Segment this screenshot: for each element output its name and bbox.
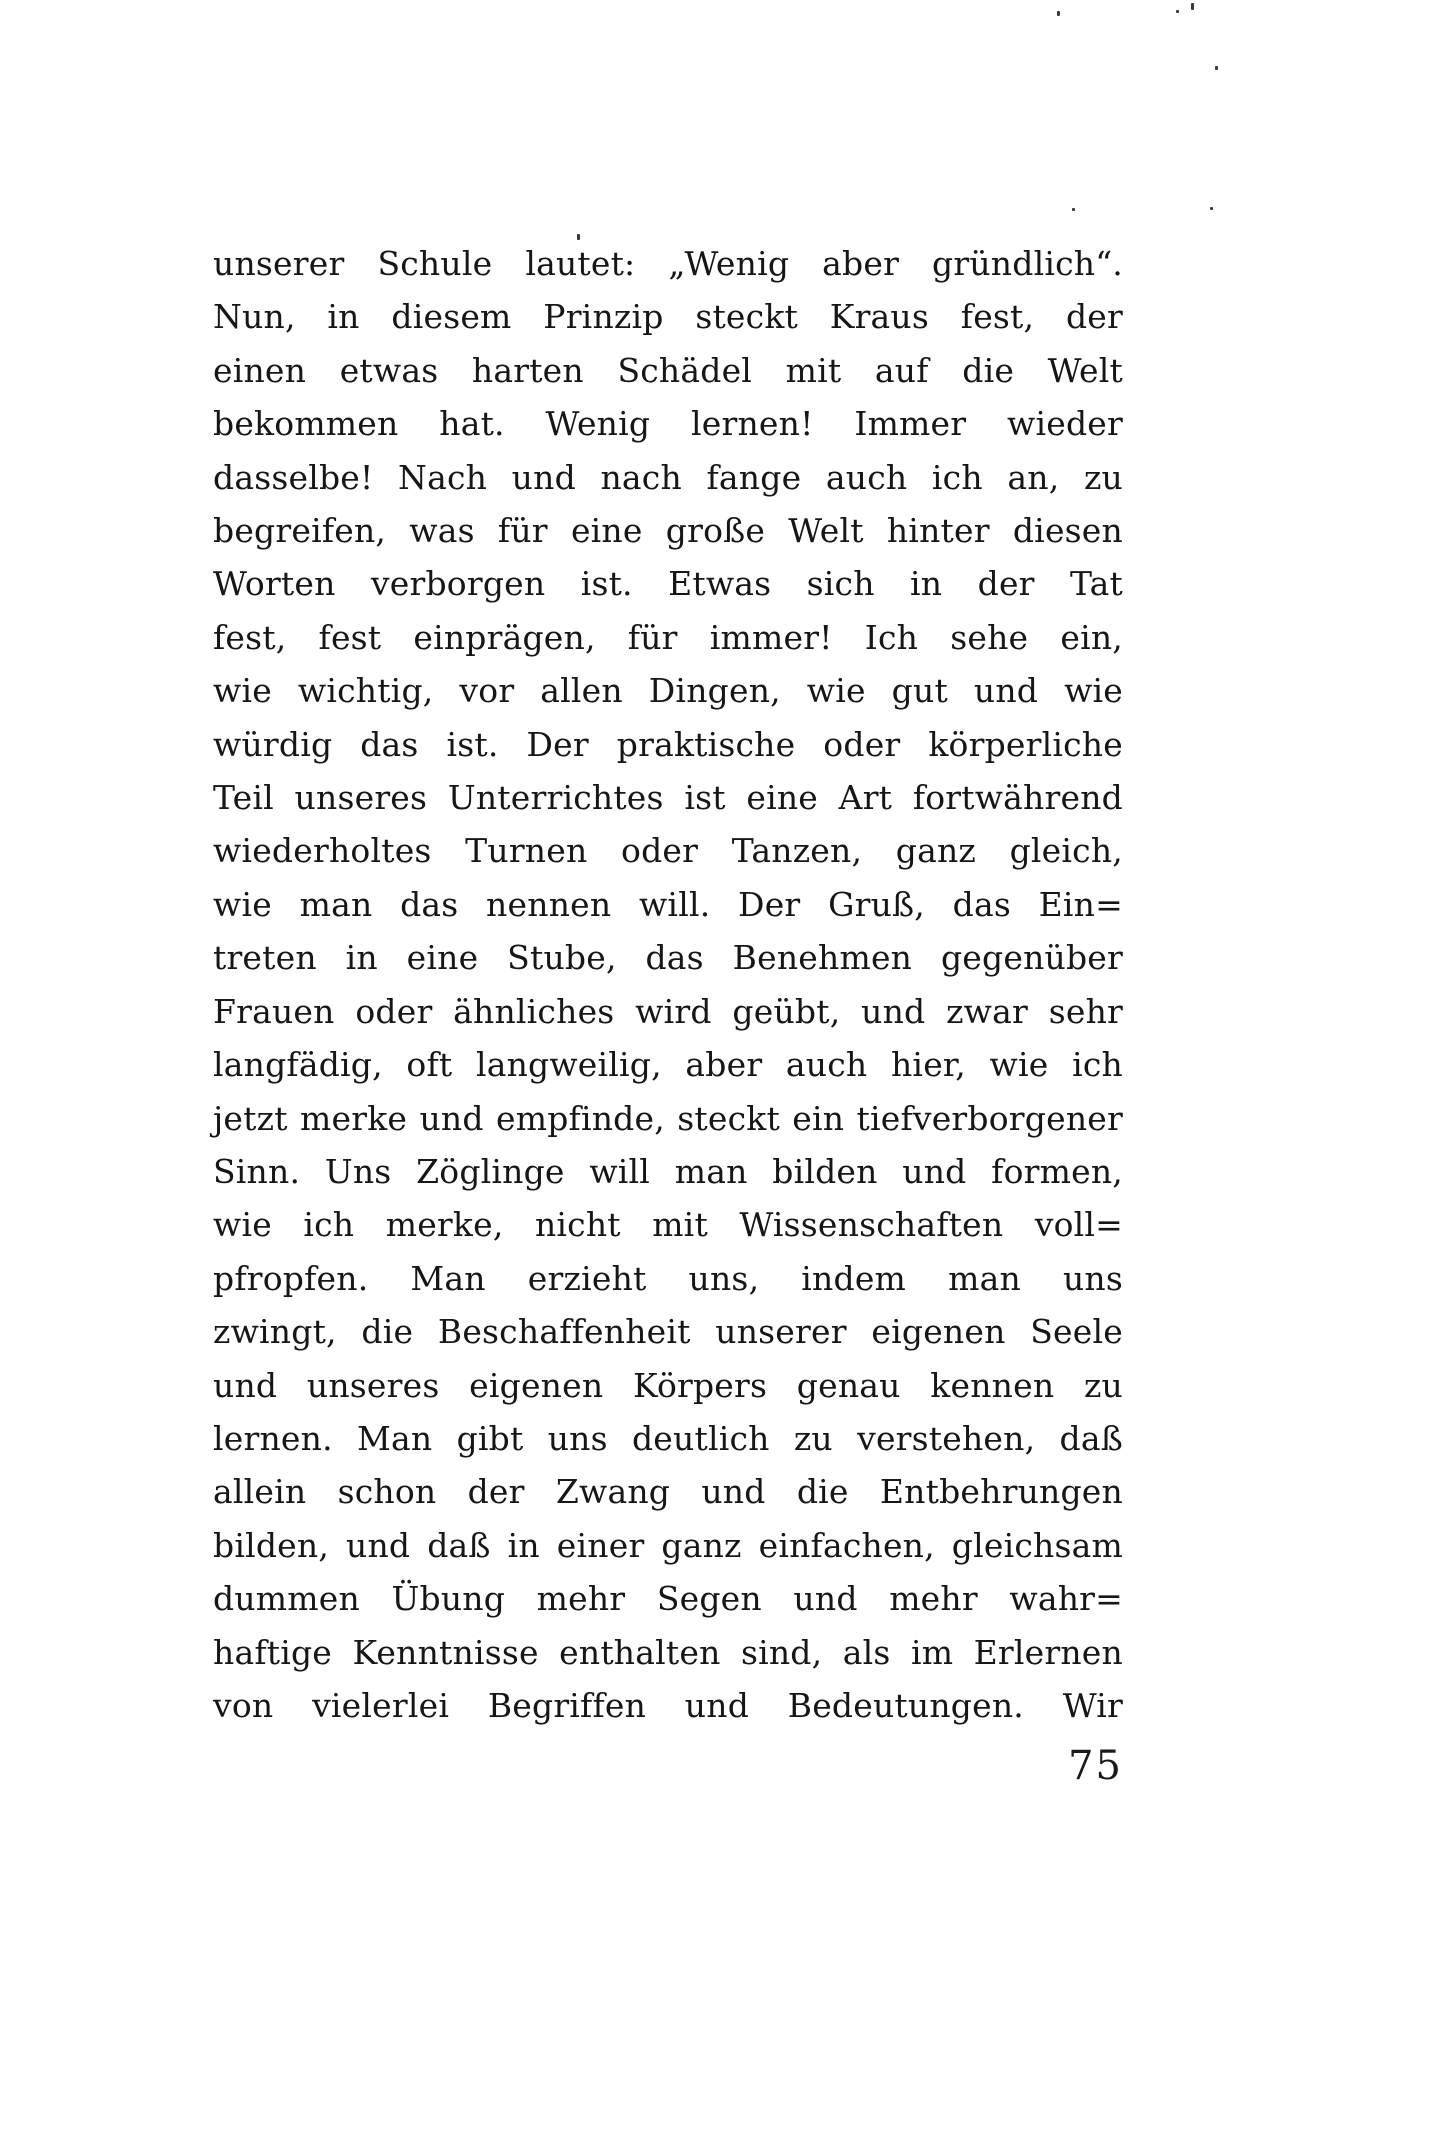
text-line: würdig das ist. Der praktische oder körperliche <box>213 724 1123 764</box>
text-line: lernen. Man gibt uns deutlich zu verstehen, daß <box>213 1418 1123 1458</box>
text-line: und unseres eigenen Körpers genau kennen zu <box>213 1365 1123 1405</box>
text-line: treten in eine Stube, das Benehmen gegenüber <box>213 938 1123 978</box>
scan-speck <box>577 234 580 240</box>
text-line: wie ich merke, nicht mit Wissenschaften voll= <box>213 1205 1123 1245</box>
text-line: bilden, und daß in einer ganz einfachen, gleichsam <box>213 1525 1123 1565</box>
scan-speck <box>1057 11 1060 16</box>
text-line: haftige Kenntnisse enthalten sind, als im Erlernen <box>213 1632 1123 1672</box>
text-line: pfropfen. Man erzieht uns, indem man uns <box>213 1258 1123 1298</box>
text-line: Worten verborgen ist. Etwas sich in der Tat <box>213 564 1123 604</box>
scan-speck <box>1191 3 1194 10</box>
text-line: allein schon der Zwang und die Entbehrungen <box>213 1472 1123 1512</box>
text-line: jetzt merke und empfinde, steckt ein tiefverborgener <box>213 1098 1123 1138</box>
text-line: Sinn. Uns Zöglinge will man bilden und formen, <box>213 1151 1123 1191</box>
scan-speck <box>1215 66 1218 70</box>
text-line: fest, fest einprägen, für immer! Ich sehe ein, <box>213 617 1123 657</box>
scan-speck <box>1072 208 1075 211</box>
page-number: 75 <box>1068 1743 1123 1789</box>
text-line: von vielerlei Begriffen und Bedeutungen. Wir <box>213 1685 1123 1725</box>
text-line: langfädig, oft langweilig, aber auch hier, wie ich <box>213 1045 1123 1085</box>
text-line: einen etwas harten Schädel mit auf die Welt <box>213 350 1123 390</box>
text-line: unserer Schule lautet: „Wenig aber gründlich“. <box>213 244 1123 283</box>
text-line: Nun, in diesem Prinzip steckt Kraus fest, der <box>213 297 1123 337</box>
text-line: Teil unseres Unterrichtes ist eine Art fortwährend <box>213 778 1123 818</box>
text-line: zwingt, die Beschaffenheit unserer eigenen Seele <box>213 1312 1123 1352</box>
text-line: wie man das nennen will. Der Gruß, das Ein= <box>213 884 1123 924</box>
text-line: bekommen hat. Wenig lernen! Immer wieder <box>213 404 1123 444</box>
page-text <box>213 237 1123 1732</box>
text-line: wie wichtig, vor allen Dingen, wie gut und wie <box>213 671 1123 711</box>
scan-speck <box>1210 207 1213 210</box>
text-line: dasselbe! Nach und nach fange auch ich an, zu <box>213 457 1123 497</box>
text-line: begreifen, was für eine große Welt hinter diesen <box>213 511 1123 551</box>
text-line: Frauen oder ähnliches wird geübt, und zwar sehr <box>213 991 1123 1031</box>
text-line: dummen Übung mehr Segen und mehr wahr= <box>213 1579 1123 1619</box>
text-line: wiederholtes Turnen oder Tanzen, ganz gleich, <box>213 831 1123 871</box>
scan-speck <box>1176 10 1179 13</box>
